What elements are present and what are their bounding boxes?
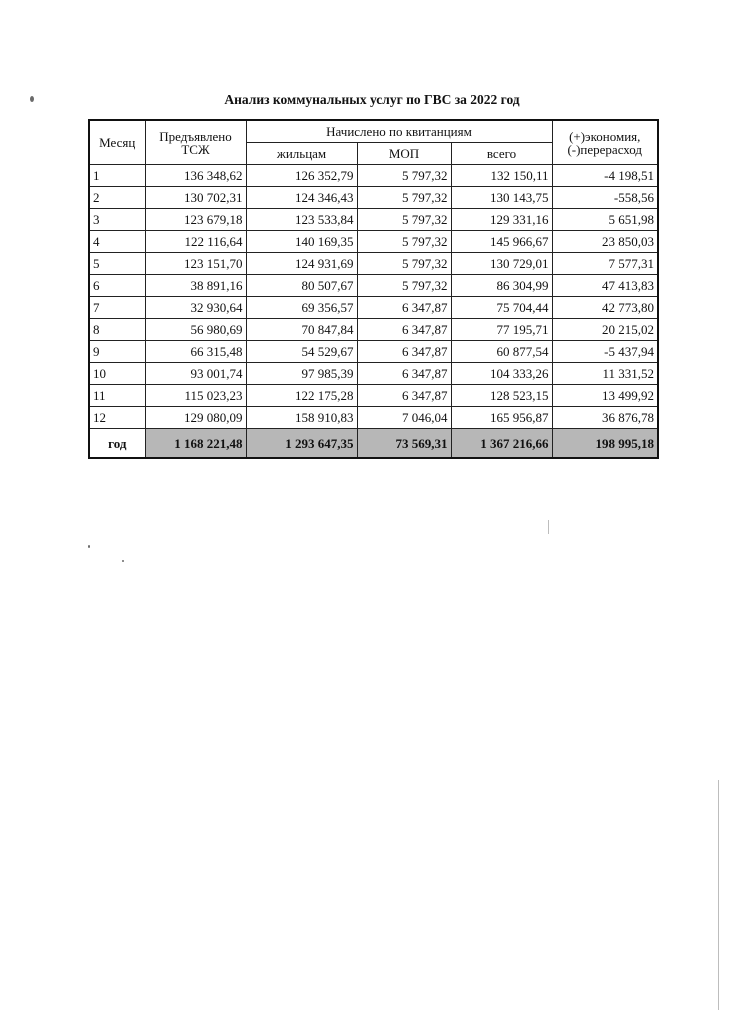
cell-month: 10: [89, 363, 145, 385]
cell-mop: 5 797,32: [357, 209, 451, 231]
cell-balance: -558,56: [552, 187, 658, 209]
total-residents: 1 293 647,35: [246, 429, 357, 459]
cell-presented: 38 891,16: [145, 275, 246, 297]
cell-balance: -4 198,51: [552, 165, 658, 187]
cell-mop: 5 797,32: [357, 187, 451, 209]
cell-total: 130 143,75: [451, 187, 552, 209]
cell-residents: 97 985,39: [246, 363, 357, 385]
cell-balance: 5 651,98: [552, 209, 658, 231]
table-row: [89, 253, 658, 275]
cell-residents: 158 910,83: [246, 407, 357, 429]
scan-speck: [30, 96, 34, 102]
table-row: [89, 341, 658, 363]
cell-month: 9: [89, 341, 145, 363]
header-residents: жильцам: [246, 143, 357, 165]
cell-residents: 124 931,69: [246, 253, 357, 275]
table-row: [89, 363, 658, 385]
total-presented: 1 168 221,48: [145, 429, 246, 459]
total-total: 1 367 216,66: [451, 429, 552, 459]
table-row: [89, 209, 658, 231]
cell-mop: 5 797,32: [357, 253, 451, 275]
cell-total: 75 704,44: [451, 297, 552, 319]
cell-month: 12: [89, 407, 145, 429]
cell-balance: -5 437,94: [552, 341, 658, 363]
table-row: [89, 275, 658, 297]
cell-presented: 123 151,70: [145, 253, 246, 275]
utility-analysis-table: [88, 119, 659, 459]
cell-mop: 6 347,87: [357, 341, 451, 363]
cell-mop: 5 797,32: [357, 231, 451, 253]
cell-total: 145 966,67: [451, 231, 552, 253]
page-title: Анализ коммунальных услуг по ГВС за 2022 год: [224, 92, 520, 107]
cell-mop: 6 347,87: [357, 385, 451, 407]
cell-residents: 54 529,67: [246, 341, 357, 363]
cell-residents: 123 533,84: [246, 209, 357, 231]
table-row: [89, 231, 658, 253]
cell-presented: 122 116,64: [145, 231, 246, 253]
cell-balance: 47 413,83: [552, 275, 658, 297]
cell-total: 165 956,87: [451, 407, 552, 429]
cell-month: 11: [89, 385, 145, 407]
table-body: [89, 165, 658, 429]
header-mop: МОП: [357, 143, 451, 165]
cell-month: 6: [89, 275, 145, 297]
scan-speck: [88, 545, 90, 548]
cell-month: 3: [89, 209, 145, 231]
cell-total: 60 877,54: [451, 341, 552, 363]
total-balance: 198 995,18: [552, 429, 658, 459]
cell-presented: 136 348,62: [145, 165, 246, 187]
cell-residents: 70 847,84: [246, 319, 357, 341]
header-balance-line2: (-)перерасход: [567, 141, 643, 157]
cell-mop: 6 347,87: [357, 297, 451, 319]
cell-residents: 140 169,35: [246, 231, 357, 253]
cell-presented: 129 080,09: [145, 407, 246, 429]
cell-presented: 130 702,31: [145, 187, 246, 209]
cell-residents: 126 352,79: [246, 165, 357, 187]
cell-balance: 42 773,80: [552, 297, 658, 319]
cell-presented: 56 980,69: [145, 319, 246, 341]
total-mop: 73 569,31: [357, 429, 451, 459]
header-charged-group: Начислено по квитанциям: [246, 120, 552, 143]
cell-mop: 5 797,32: [357, 165, 451, 187]
header-balance: [552, 120, 658, 165]
cell-presented: 66 315,48: [145, 341, 246, 363]
cell-month: 5: [89, 253, 145, 275]
table-total-row: [89, 429, 658, 459]
cell-balance: 23 850,03: [552, 231, 658, 253]
table-row: [89, 385, 658, 407]
cell-mop: 6 347,87: [357, 319, 451, 341]
cell-total: 104 333,26: [451, 363, 552, 385]
cell-total: 129 331,16: [451, 209, 552, 231]
cell-total: 128 523,15: [451, 385, 552, 407]
cell-residents: 80 507,67: [246, 275, 357, 297]
cell-month: 4: [89, 231, 145, 253]
scan-streak: [718, 780, 719, 1010]
cell-total: 86 304,99: [451, 275, 552, 297]
header-month: Месяц: [89, 120, 145, 165]
total-label: год: [89, 429, 145, 459]
cell-balance: 11 331,52: [552, 363, 658, 385]
cell-month: 2: [89, 187, 145, 209]
cell-presented: 32 930,64: [145, 297, 246, 319]
cell-balance: 7 577,31: [552, 253, 658, 275]
header-presented-line1: Предъявлено: [159, 128, 232, 144]
cell-month: 1: [89, 165, 145, 187]
table-row: [89, 297, 658, 319]
table-row: [89, 407, 658, 429]
cell-presented: 93 001,74: [145, 363, 246, 385]
header-presented-line2: ТСЖ: [181, 141, 210, 157]
table-row: [89, 165, 658, 187]
header-balance-line1: (+)экономия,: [569, 128, 641, 144]
cell-presented: 115 023,23: [145, 385, 246, 407]
cell-balance: 20 215,02: [552, 319, 658, 341]
cell-mop: 5 797,32: [357, 275, 451, 297]
cell-month: 7: [89, 297, 145, 319]
cell-total: 77 195,71: [451, 319, 552, 341]
cell-balance: 13 499,92: [552, 385, 658, 407]
cell-presented: 123 679,18: [145, 209, 246, 231]
cell-mop: 7 046,04: [357, 407, 451, 429]
table-row: [89, 187, 658, 209]
header-presented: [145, 120, 246, 165]
cell-residents: 122 175,28: [246, 385, 357, 407]
cell-mop: 6 347,87: [357, 363, 451, 385]
table-row: [89, 319, 658, 341]
header-total: всего: [451, 143, 552, 165]
cell-total: 132 150,11: [451, 165, 552, 187]
cell-month: 8: [89, 319, 145, 341]
cell-residents: 124 346,43: [246, 187, 357, 209]
scan-streak: [548, 520, 549, 534]
scan-speck: [122, 560, 124, 562]
cell-total: 130 729,01: [451, 253, 552, 275]
cell-balance: 36 876,78: [552, 407, 658, 429]
cell-residents: 69 356,57: [246, 297, 357, 319]
